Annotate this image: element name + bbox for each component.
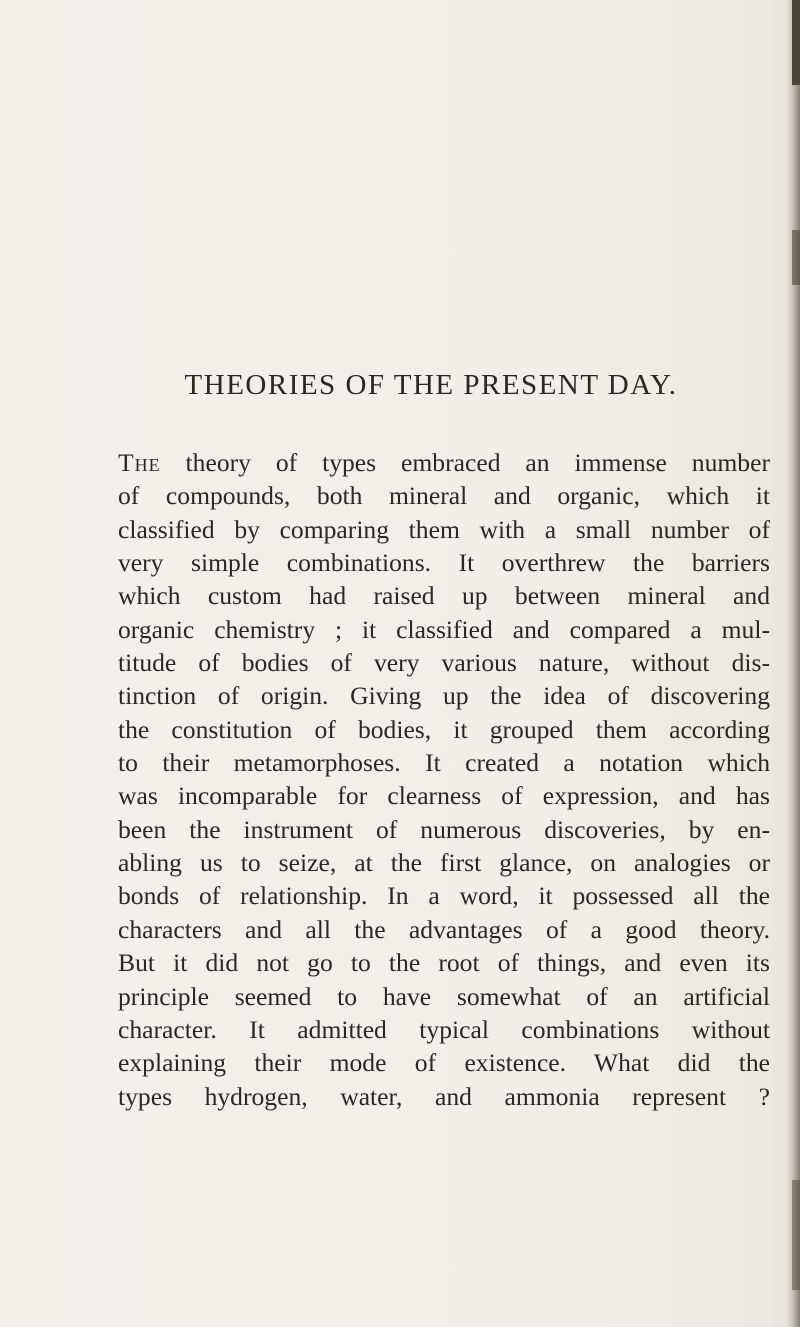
opening-word: The [118, 448, 161, 477]
text-line: titude of bodies of very various nature, without dis- [118, 648, 770, 678]
text-line: characters and all the advantages of a good theory. [118, 914, 770, 944]
text-line: was incomparable for clearness of expression, and has [118, 781, 770, 811]
text-line: character. It admitted typical combinations without [118, 1014, 770, 1044]
text-line: bonds of relationship. In a word, it possessed all the [118, 881, 770, 911]
text-line: the constitution of bodies, it grouped them according [118, 714, 770, 744]
text-line: tinction of origin. Giving up the idea of discovering [118, 681, 770, 711]
text-line: principle seemed to have somewhat of an artificial [118, 981, 770, 1011]
body-paragraph [118, 446, 770, 1113]
page-edge-mark [792, 1180, 800, 1290]
page-edge-mark [792, 230, 800, 285]
text-line: types hydrogen, water, and ammonia represent ? [118, 1081, 770, 1111]
page-edge-shadow [786, 0, 800, 1327]
text-line: The theory of types embraced an immense number [118, 448, 770, 477]
page-edge-mark [792, 0, 800, 85]
text-line: But it did not go to the root of things, and even its [118, 948, 770, 978]
chapter-heading: THEORIES OF THE PRESENT DAY. [184, 369, 678, 401]
text-line: been the instrument of numerous discoveries, by en- [118, 814, 770, 844]
text-line: which custom had raised up between mineral and [118, 581, 770, 611]
text-line: of compounds, both mineral and organic, which it [118, 481, 770, 511]
text-line: classified by comparing them with a small number of [118, 514, 770, 544]
text-line: organic chemistry ; it classified and compared a mul- [118, 614, 770, 644]
text-line: to their metamorphoses. It created a notation which [118, 748, 770, 778]
text-line: abling us to seize, at the first glance, on analogies or [118, 848, 770, 878]
text-line: explaining their mode of existence. What did the [118, 1048, 770, 1078]
text-line: very simple combinations. It overthrew the barriers [118, 548, 770, 578]
